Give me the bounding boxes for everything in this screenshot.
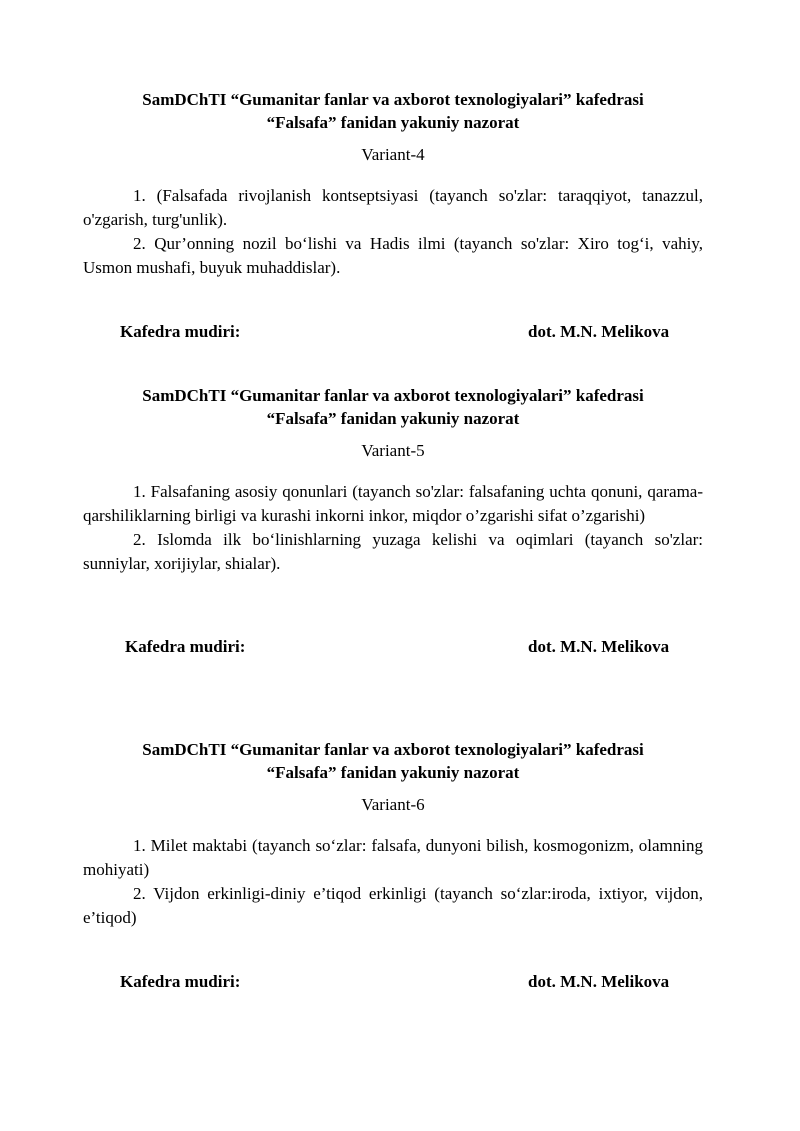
question-item: 1. Milet maktabi (tayanch so‘zlar: falsafa, dunyoni bilish, kosmogonizm, olamning mohiyati) [83,836,703,879]
question-list [83,480,703,576]
variant-label: Variant-5 [361,441,425,460]
signature-label: Kafedra mudiri: [120,322,241,341]
exam-section-variant-4 [83,88,703,280]
signature-name: dot. M.N. Melikova [528,972,670,991]
question-list [83,184,703,280]
question-item: 1. Falsafaning asosiy qonunlari (tayanch so'zlar: falsafaning uchta qonuni, qarama-qarshiliklarning birligi va kurashi inkorni inkor, miqdor o’zgarishi sifat o’zgarishi) [83,482,703,525]
exam-section-variant-5 [83,384,703,576]
department-title: SamDChTI “Gumanitar fanlar va axborot texnologiyalari” kafedrasi [142,386,644,405]
signature-name: dot. M.N. Melikova [528,322,670,341]
signature-label: Kafedra mudiri: [125,637,246,656]
signature-name: dot. M.N. Melikova [528,637,670,656]
question-item: 2. Qur’onning nozil bo‘lishi va Hadis ilmi (tayanch so'zlar: Xiro tog‘i, vahiy, Usmon mushafi, buyuk muhaddislar). [83,234,703,277]
department-title: SamDChTI “Gumanitar fanlar va axborot texnologiyalari” kafedrasi [142,740,644,759]
signature-label: Kafedra mudiri: [120,972,241,991]
question-item: 2. Vijdon erkinligi-diniy e’tiqod erkinligi (tayanch so‘zlar:iroda, ixtiyor, vijdon, e’tiqod) [83,884,703,927]
question-item: 1. (Falsafada rivojlanish kontseptsiyasi (tayanch so'zlar: taraqqiyot, tanazzul, o'zgarish, turg'unlik). [83,186,703,229]
department-title: SamDChTI “Gumanitar fanlar va axborot texnologiyalari” kafedrasi [142,90,644,109]
question-item: 2. Islomda ilk bo‘linishlarning yuzaga kelishi va oqimlari (tayanch so'zlar: sunniylar, xorijiylar, shialar). [83,530,703,573]
exam-title: “Falsafa” fanidan yakuniy nazorat [266,763,520,782]
variant-label: Variant-6 [361,795,425,814]
variant-label: Variant-4 [361,145,425,164]
exam-section-variant-6 [83,738,703,930]
exam-title: “Falsafa” fanidan yakuniy nazorat [266,409,520,428]
exam-title: “Falsafa” fanidan yakuniy nazorat [266,113,520,132]
question-list [83,834,703,930]
